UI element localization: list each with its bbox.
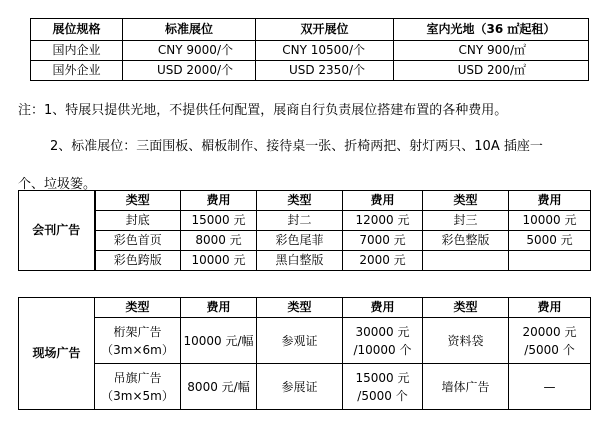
journal-section-label: 会刊广告	[19, 191, 95, 271]
note-line-1: 注：1、特展只提供光地，不提供任何配置，展商自行负责展位搭建布置的各种费用。	[18, 103, 508, 118]
onsite-ads-table	[18, 297, 591, 410]
onsite-cell: 30000 元 /10000 个	[343, 318, 423, 364]
journal-cell: 彩色首页	[95, 231, 181, 251]
onsite-cell: 10000 元/幅	[181, 318, 257, 364]
journal-cell: 2000 元	[343, 251, 423, 271]
onsite-cell: 墙体广告	[423, 364, 509, 410]
onsite-row	[19, 318, 591, 364]
onsite-cell: —	[509, 364, 591, 410]
onsite-header-cell: 类型	[423, 298, 509, 318]
booth-header-double: 双开展位	[256, 19, 394, 41]
booth-row-domestic	[31, 41, 589, 61]
journal-row	[19, 211, 591, 231]
onsite-cell: 吊旗广告 （3m×5m）	[95, 364, 181, 410]
booth-row-foreign	[31, 61, 589, 81]
journal-cell: 15000 元	[181, 211, 257, 231]
onsite-cell: 桁架广告 （3m×6m）	[95, 318, 181, 364]
booth-header-row	[31, 19, 589, 41]
journal-header-cell: 费用	[181, 191, 257, 211]
journal-ads-table	[18, 190, 591, 271]
journal-cell: 黑白整版	[257, 251, 343, 271]
journal-cell: 10000 元	[181, 251, 257, 271]
onsite-cell: 资料袋	[423, 318, 509, 364]
booth-cell: 国内企业	[31, 41, 123, 61]
journal-cell: 彩色跨版	[95, 251, 181, 271]
onsite-header-cell: 费用	[509, 298, 591, 318]
onsite-cell: 参展证	[257, 364, 343, 410]
onsite-header-cell: 类型	[95, 298, 181, 318]
journal-cell: 封二	[257, 211, 343, 231]
onsite-cell: 15000 元 /5000 个	[343, 364, 423, 410]
onsite-cell: 20000 元 /5000 个	[509, 318, 591, 364]
journal-cell: 彩色尾菲	[257, 231, 343, 251]
journal-header-cell: 类型	[423, 191, 509, 211]
booth-cell: CNY 9000/个	[123, 41, 256, 61]
booth-price-table	[30, 18, 589, 81]
booth-header-standard: 标准展位	[123, 19, 256, 41]
onsite-header-row	[19, 298, 591, 318]
journal-row	[19, 251, 591, 271]
journal-header-cell: 费用	[509, 191, 591, 211]
onsite-header-cell: 类型	[257, 298, 343, 318]
booth-cell: USD 2350/个	[256, 61, 394, 81]
journal-cell: 彩色整版	[423, 231, 509, 251]
onsite-section-label: 现场广告	[19, 298, 95, 410]
booth-header-spec: 展位规格	[31, 19, 123, 41]
journal-header-row	[19, 191, 591, 211]
journal-cell: 10000 元	[509, 211, 591, 231]
journal-header-cell: 类型	[95, 191, 181, 211]
note-line-2: 2、标准展位：三面围板、楣板制作、接待桌一张、折椅两把、射灯两只、10A 插座一	[50, 139, 543, 154]
journal-cell	[423, 251, 509, 271]
booth-cell: CNY 900/㎡	[394, 41, 589, 61]
journal-cell: 12000 元	[343, 211, 423, 231]
booth-cell: USD 2000/个	[123, 61, 256, 81]
journal-cell: 封三	[423, 211, 509, 231]
journal-header-cell: 类型	[257, 191, 343, 211]
booth-cell: 国外企业	[31, 61, 123, 81]
journal-cell: 封底	[95, 211, 181, 231]
booth-header-indoor: 室内光地（36 ㎡起租）	[394, 19, 589, 41]
onsite-cell: 参观证	[257, 318, 343, 364]
note-line-3: 个、垃圾篓。	[18, 177, 97, 192]
onsite-row	[19, 364, 591, 410]
onsite-header-cell: 费用	[181, 298, 257, 318]
journal-header-cell: 费用	[343, 191, 423, 211]
booth-cell: CNY 10500/个	[256, 41, 394, 61]
journal-cell: 7000 元	[343, 231, 423, 251]
onsite-cell: 8000 元/幅	[181, 364, 257, 410]
journal-cell: 8000 元	[181, 231, 257, 251]
booth-cell: USD 200/㎡	[394, 61, 589, 81]
journal-row	[19, 231, 591, 251]
onsite-header-cell: 费用	[343, 298, 423, 318]
journal-cell: 5000 元	[509, 231, 591, 251]
journal-cell	[509, 251, 591, 271]
